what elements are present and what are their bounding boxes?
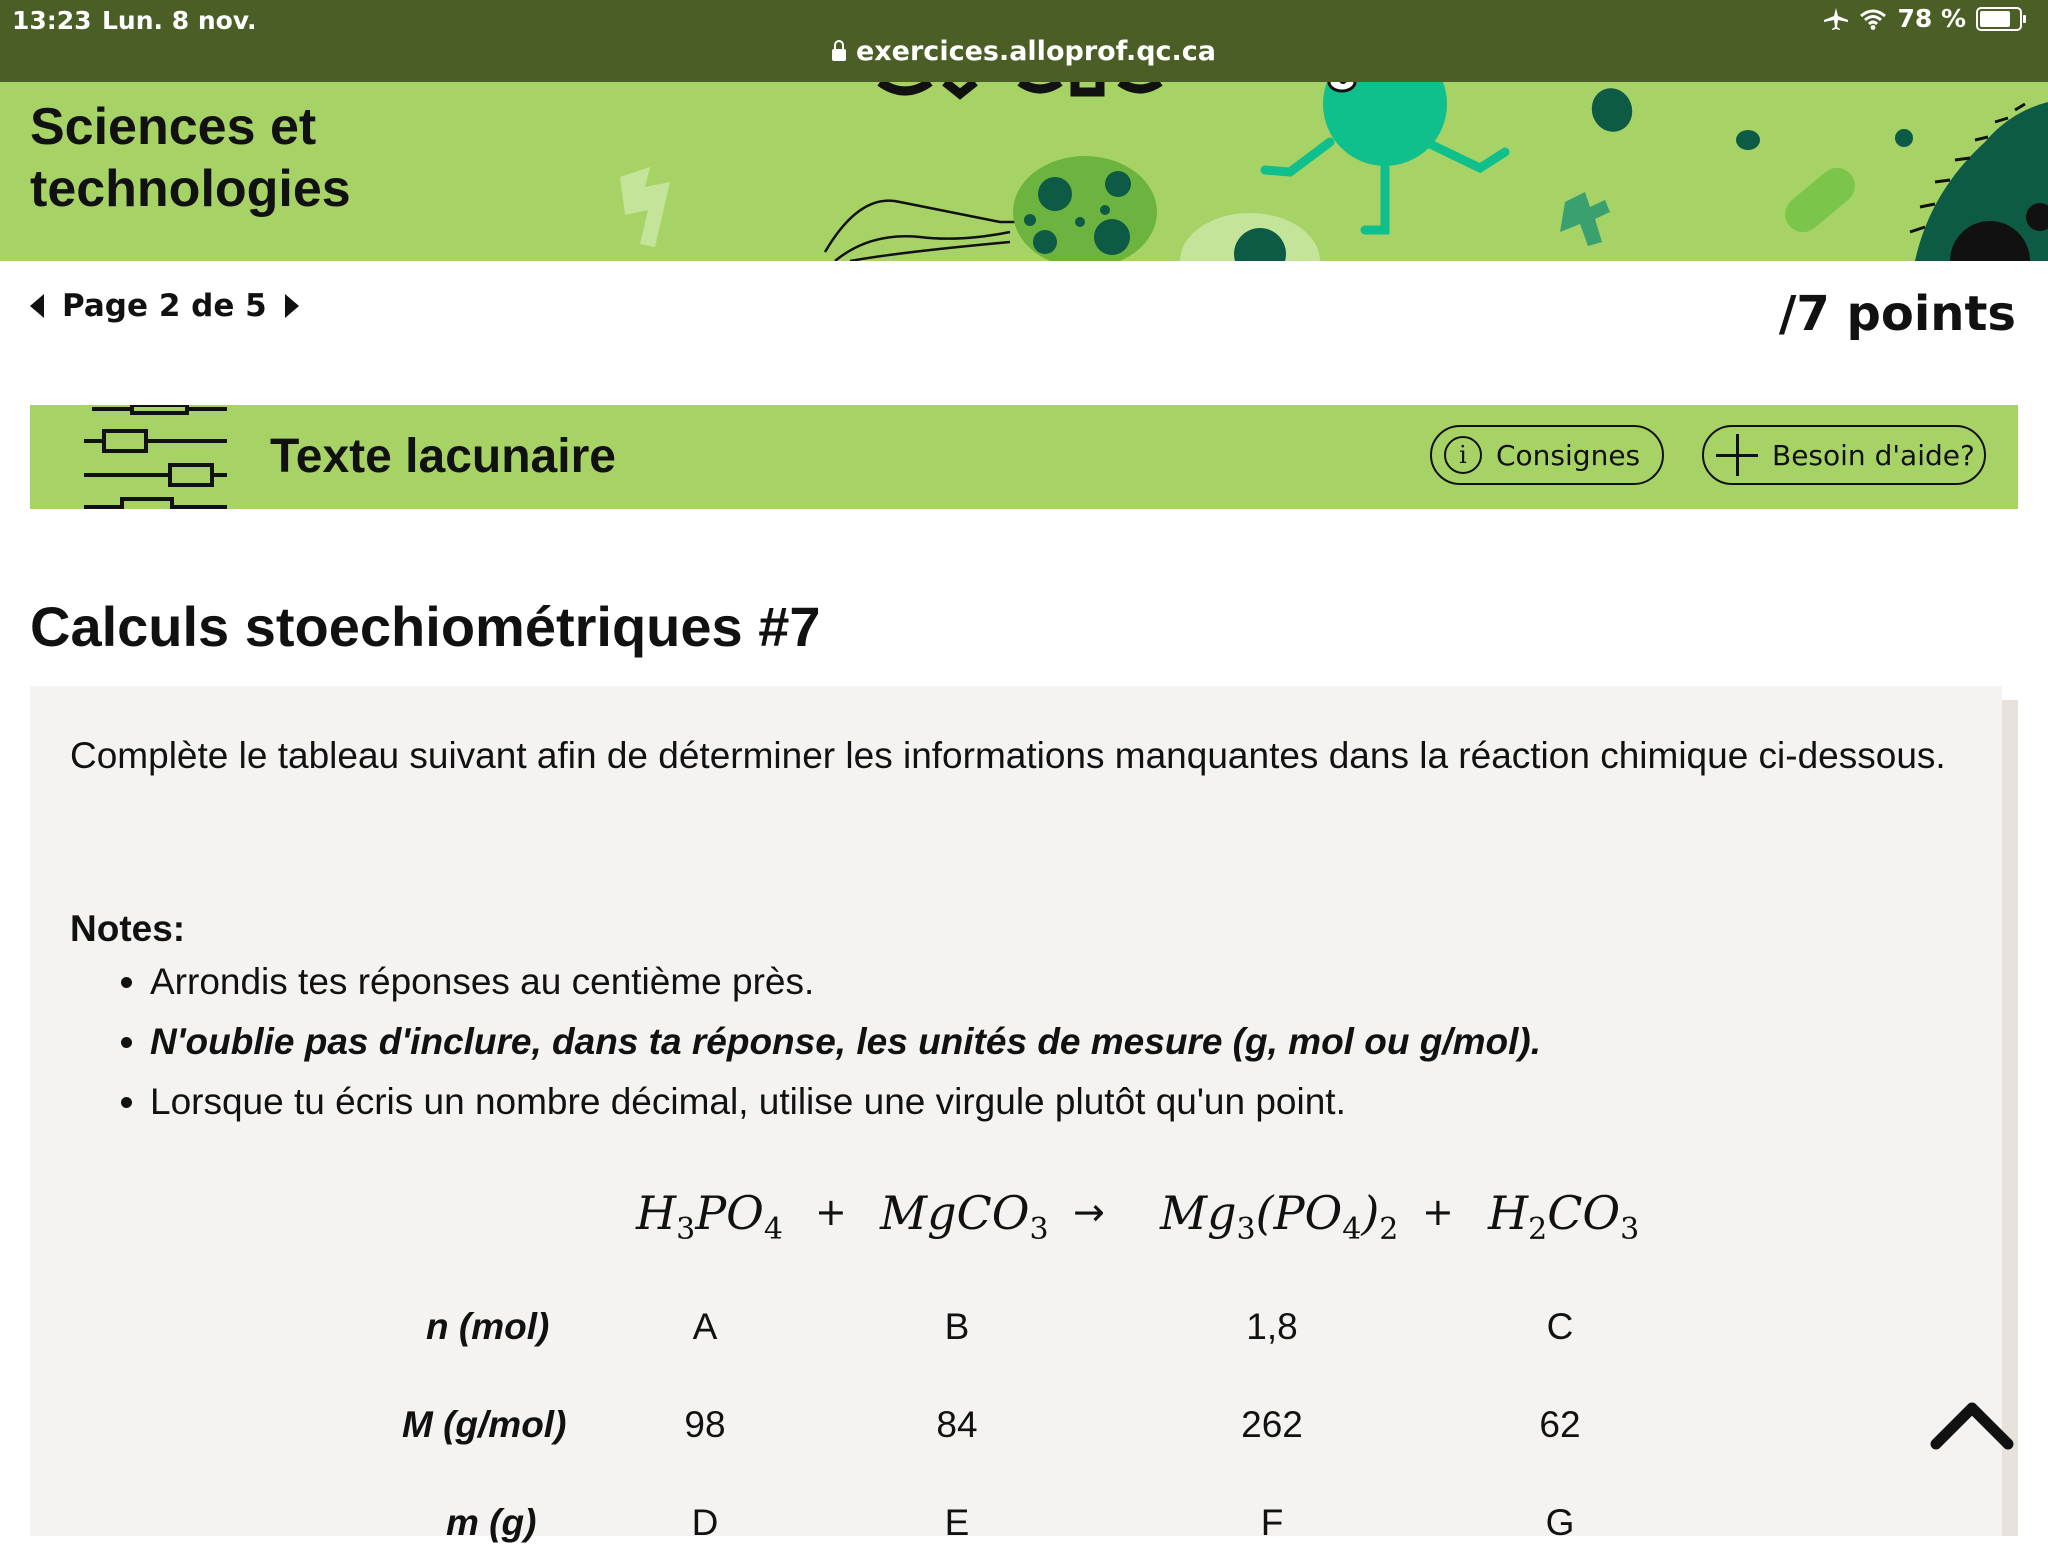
banner-title-line2: technologies xyxy=(30,160,351,218)
score-total: /7 points xyxy=(1778,286,2016,342)
exercise-title: Calculs stoechiométriques #7 xyxy=(30,595,821,658)
battery-level xyxy=(1980,11,2010,27)
consignes-button[interactable] xyxy=(1430,425,1664,485)
exercise-card xyxy=(30,686,2002,1543)
table-row-mass xyxy=(30,1502,2002,1562)
cell-F: F xyxy=(1260,1502,1284,1543)
cell-B: B xyxy=(944,1306,970,1347)
status-bar xyxy=(0,0,2048,82)
cell-D: D xyxy=(691,1502,719,1543)
lock-icon xyxy=(832,49,846,61)
plus-icon xyxy=(1716,434,1758,476)
row-label: M (g/mol) xyxy=(402,1404,567,1445)
cell-G: G xyxy=(1545,1502,1575,1543)
wifi-icon xyxy=(1859,8,1887,30)
cell-A: A xyxy=(692,1306,718,1347)
fill-in-blank-icon xyxy=(82,405,232,509)
notes-list xyxy=(110,952,1541,1132)
note-item: • Lorsque tu écris un nombre décimal, utilise une virgule plutôt qu'un point. xyxy=(150,1072,1541,1132)
help-label: Besoin d'aide? xyxy=(1772,438,1975,472)
info-icon: i xyxy=(1444,436,1482,474)
status-time: 13:23 xyxy=(12,6,92,35)
cell-value: 62 xyxy=(1539,1404,1581,1445)
table-row-molar-mass xyxy=(30,1404,2002,1464)
activity-title: Texte lacunaire xyxy=(270,430,616,483)
url-text: exercices.alloprof.qc.ca xyxy=(855,36,1217,67)
battery-icon xyxy=(1976,7,2022,31)
consignes-label: Consignes xyxy=(1496,438,1641,472)
status-indicators xyxy=(1823,4,2022,33)
reactant-h3po4: $H_3PO_4$ xyxy=(636,1186,783,1248)
cell-value: 84 xyxy=(936,1404,978,1445)
status-date: Lun. 8 nov. xyxy=(102,6,257,35)
row-label: n (mol) xyxy=(426,1306,550,1347)
next-page-icon[interactable] xyxy=(285,294,299,318)
airplane-icon xyxy=(1823,7,1849,31)
product-h2co3: $H_2CO_3$ xyxy=(1488,1186,1640,1248)
plus-sign: + xyxy=(815,1190,847,1234)
scroll-to-top-icon[interactable] xyxy=(1930,1396,2014,1452)
page-indicator: Page 2 de 5 xyxy=(62,288,267,324)
cell-value: 262 xyxy=(1241,1404,1303,1445)
chemical-equation xyxy=(30,1186,2002,1266)
header-banner xyxy=(0,82,2048,261)
cell-C: C xyxy=(1546,1306,1574,1347)
table-row-moles xyxy=(30,1306,2002,1366)
note-item-emphasis: • N'oublie pas d'inclure, dans ta réponse, les unités de mesure (g, mol ou g/mol). xyxy=(150,1012,1541,1072)
address-bar[interactable] xyxy=(0,36,2048,67)
note-item: • Arrondis tes réponses au centième près. xyxy=(150,952,1541,1012)
banner-title-line1: Sciences et xyxy=(30,98,317,156)
row-label: m (g) xyxy=(446,1502,537,1543)
cell-E: E xyxy=(944,1502,970,1543)
cell-value: 1,8 xyxy=(1246,1306,1298,1347)
cell-value: 98 xyxy=(684,1404,726,1445)
previous-page-icon[interactable] xyxy=(30,294,44,318)
reactant-mgco3: MgCO$_3$ xyxy=(880,1186,1049,1248)
help-button[interactable] xyxy=(1702,425,1986,485)
notes-heading: Notes: xyxy=(70,908,186,949)
reaction-arrow: → xyxy=(1073,1190,1105,1234)
plus-sign: + xyxy=(1422,1190,1454,1234)
banner-title xyxy=(30,96,351,220)
product-mg3po42: $Mg_3(PO_4)_2$ xyxy=(1160,1186,1399,1248)
exercise-instructions: Complète le tableau suivant afin de déterminer les informations manquantes dans la réaction chimique ci-dessous. xyxy=(70,735,1946,776)
activity-header xyxy=(30,405,2018,509)
battery-percent: 78 % xyxy=(1897,4,1966,33)
page-navigation xyxy=(30,288,299,324)
